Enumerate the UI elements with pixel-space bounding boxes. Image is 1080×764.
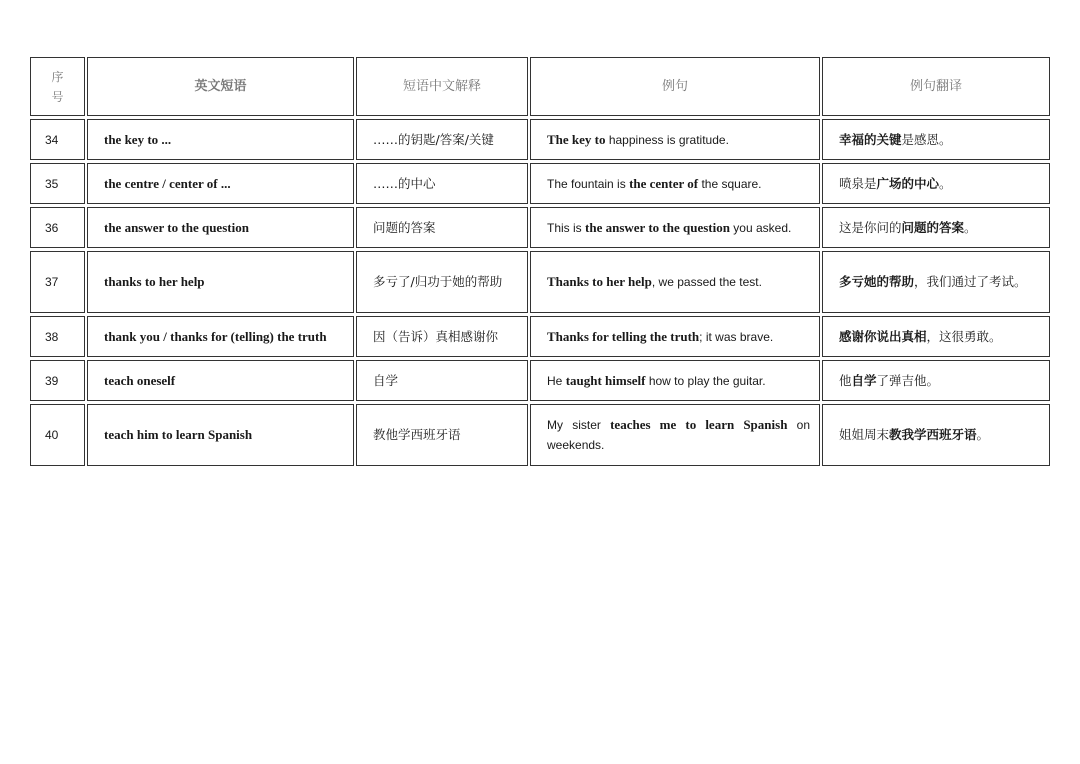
translation-highlight: 幸福的关键 — [839, 131, 902, 147]
table-header-row — [30, 57, 1050, 116]
translation-text: 是感恩。 — [901, 131, 952, 147]
header-number-top: 序 — [51, 69, 64, 84]
example-text: The fountain is — [547, 176, 630, 191]
english-phrase: the key to ... — [87, 119, 354, 160]
example-text: how to play the guitar. — [645, 373, 766, 388]
english-phrase: the answer to the question — [87, 207, 354, 248]
example-text: My sister — [547, 418, 611, 432]
example-highlight: taught himself — [565, 372, 646, 388]
chinese-meaning: ……的中心 — [356, 163, 528, 204]
header-number-bottom: 号 — [51, 89, 64, 104]
translation-highlight: 教我学西班牙语 — [889, 427, 977, 442]
example-highlight: Thanks for telling the truth — [547, 328, 700, 344]
row-number: 37 — [30, 251, 85, 313]
example-highlight: the center of — [629, 175, 699, 191]
example-sentence — [530, 163, 820, 204]
example-translation — [822, 251, 1050, 313]
chinese-meaning: 自学 — [356, 360, 528, 401]
translation-text: 他 — [839, 372, 852, 388]
translation-text: 。 — [964, 219, 977, 235]
example-sentence-text — [547, 272, 762, 292]
example-sentence-text — [547, 130, 729, 150]
example-text: the square. — [698, 176, 762, 191]
example-highlight: The key to — [547, 131, 606, 147]
example-sentence-text — [547, 415, 810, 455]
table-row — [30, 163, 1050, 204]
example-text: This is — [547, 220, 586, 235]
example-translation-text — [839, 327, 1002, 347]
english-phrase: thank you / thanks for (telling) the truth — [87, 316, 354, 357]
translation-text: 了弹吉他。 — [876, 372, 940, 388]
english-phrase: teach him to learn Spanish — [87, 404, 354, 466]
example-translation-text — [839, 371, 939, 391]
chinese-meaning: 问题的答案 — [356, 207, 528, 248]
translation-text: 。 — [939, 175, 952, 191]
example-text: ; it was brave. — [699, 329, 774, 344]
row-number: 40 — [30, 404, 85, 466]
example-translation — [822, 207, 1050, 248]
example-translation-text — [839, 130, 952, 150]
translation-text: 喷泉是 — [839, 175, 877, 191]
example-sentence — [530, 404, 820, 466]
example-translation — [822, 163, 1050, 204]
example-text: happiness is gratitude. — [605, 132, 729, 147]
translation-highlight: 问题的答案 — [901, 219, 965, 235]
example-highlight: the answer to the question — [585, 219, 730, 235]
table-row — [30, 119, 1050, 160]
english-phrase: the centre / center of ... — [87, 163, 354, 204]
example-sentence — [530, 119, 820, 160]
example-sentence-text — [547, 371, 766, 391]
translation-text: ，这很勇敢。 — [926, 328, 1002, 344]
translation-text: ，我们通过了考试。 — [914, 274, 1027, 289]
translation-text: 这是你问的 — [839, 219, 902, 235]
header-translation: 例句翻译 — [822, 57, 1050, 116]
example-translation — [822, 360, 1050, 401]
example-translation-text — [839, 425, 989, 445]
example-sentence — [530, 360, 820, 401]
example-text: He — [547, 373, 566, 388]
example-translation — [822, 119, 1050, 160]
header-number — [30, 57, 85, 116]
row-number: 38 — [30, 316, 85, 357]
example-text: you asked. — [729, 220, 792, 235]
row-number: 39 — [30, 360, 85, 401]
row-number: 34 — [30, 119, 85, 160]
example-highlight: Thanks to her help — [547, 274, 652, 289]
table-body — [30, 119, 1050, 466]
header-phrase: 英文短语 — [87, 57, 354, 116]
translation-highlight: 自学 — [851, 372, 877, 388]
example-sentence-text — [547, 174, 762, 194]
chinese-meaning: 教他学西班牙语 — [356, 404, 528, 466]
table-row — [30, 207, 1050, 248]
example-sentence-text — [547, 327, 773, 347]
example-translation — [822, 316, 1050, 357]
translation-highlight: 多亏她的帮助 — [839, 274, 915, 289]
header-meaning: 短语中文解释 — [356, 57, 528, 116]
translation-text: 。 — [976, 427, 990, 442]
example-sentence — [530, 316, 820, 357]
example-translation — [822, 404, 1050, 466]
example-text: , we passed the test. — [651, 275, 762, 289]
table-row — [30, 316, 1050, 357]
table-row — [30, 404, 1050, 466]
english-phrase: teach oneself — [87, 360, 354, 401]
chinese-meaning: ……的钥匙/答案/关键 — [356, 119, 528, 160]
table-row — [30, 360, 1050, 401]
example-translation-text — [839, 272, 1027, 292]
example-sentence — [530, 207, 820, 248]
example-sentence-text — [547, 218, 791, 238]
example-text: on weekends. — [547, 418, 810, 452]
row-number: 36 — [30, 207, 85, 248]
translation-text: 姐姐周末 — [839, 427, 890, 442]
example-translation-text — [839, 218, 977, 238]
example-highlight: teaches me to learn Spanish — [610, 417, 788, 432]
row-number: 35 — [30, 163, 85, 204]
table-row — [30, 251, 1050, 313]
english-phrase: thanks to her help — [87, 251, 354, 313]
header-example: 例句 — [530, 57, 820, 116]
translation-highlight: 感谢你说出真相 — [839, 328, 927, 344]
example-sentence — [530, 251, 820, 313]
vocabulary-table — [30, 57, 1050, 469]
example-translation-text — [839, 174, 952, 194]
translation-highlight: 广场的中心 — [876, 175, 940, 191]
chinese-meaning: 因（告诉）真相感谢你 — [356, 316, 528, 357]
chinese-meaning: 多亏了/归功于她的帮助 — [356, 251, 528, 313]
